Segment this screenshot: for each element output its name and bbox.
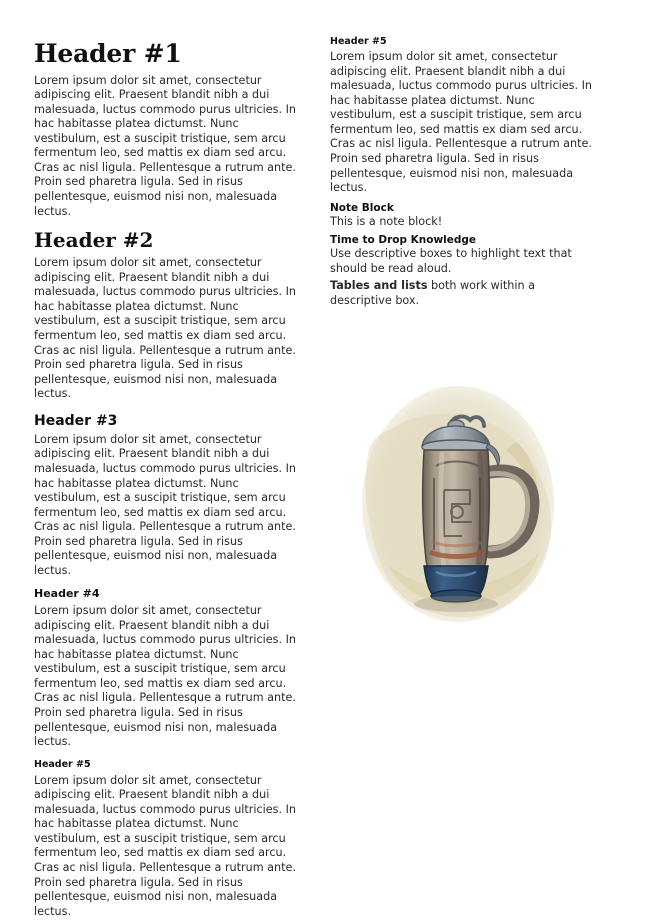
stein-shadow [414,596,498,612]
section-3-body: Lorem ipsum dolor sit amet, consectetur adipiscing elit. Praesent blandit nibh a dui malesuada, luctus commodo purus ultricies. In hac habitasse platea dictumst. Nunc vestibulum, est a suscipit tristique, sem arcu fermentum leo, sed mattis ex diam sed arcu. Cras ac nisl ligula. Pellentesque a rutrum ante. Proin sed pharetra ligula. Sed in risus pellentesque, euismod nisi non, malesuada lectus. [34,432,296,577]
section-2-body: Lorem ipsum dolor sit amet, consectetur adipiscing elit. Praesent blandit nibh a dui malesuada, luctus commodo purus ultricies. In hac habitasse platea dictumst. Nunc vestibulum, est a suscipit tristique, sem arcu fermentum leo, sed mattis ex diam sed arcu. Cras ac nisl ligula. Pellentesque a rutrum ante. Proin sed pharetra ligula. Sed in risus pellentesque, euismod nisi non, malesuada lectus. [34,256,296,401]
descriptive-box-title: Time to Drop Knowledge [330,234,477,247]
section-4-heading: Header #4 [34,587,100,601]
section-4-body: Lorem ipsum dolor sit amet, consectetur adipiscing elit. Praesent blandit nibh a dui malesuada, luctus commodo purus ultricies. In hac habitasse platea dictumst. Nunc vestibulum, est a suscipit tristique, sem arcu fermentum leo, sed mattis ex diam sed arcu. Cras ac nisl ligula. Pellentesque a rutrum ante. Proin sed pharetra ligula. Sed in risus pellentesque, euismod nisi non, malesuada lectus. [34,604,296,749]
section-1-body: Lorem ipsum dolor sit amet, consectetur adipiscing elit. Praesent blandit nibh a dui malesuada, luctus commodo purus ultricies. In hac habitasse platea dictumst. Nunc vestibulum, est a suscipit tristique, sem arcu fermentum leo, sed mattis ex diam sed arcu. Cras ac nisl ligula. Pellentesque a rutrum ante. Proin sed pharetra ligula. Sed in risus pellentesque, euismod nisi non, malesuada lectus. [34,73,296,218]
descriptive-box-lists-rest: both work within a descriptive box. [330,279,535,307]
two-column-layout [34,36,618,918]
section-3-heading: Header #3 [34,412,118,429]
right-section-heading: Header #5 [330,36,387,47]
section-5-heading: Header #5 [34,758,91,770]
note-block-title: Note Block [330,201,394,214]
section-5-body: Lorem ipsum dolor sit amet, consectetur adipiscing elit. Praesent blandit nibh a dui malesuada, luctus commodo purus ultricies. In hac habitasse platea dictumst. Nunc vestibulum, est a suscipit tristique, sem arcu fermentum leo, sed mattis ex diam sed arcu. Cras ac nisl ligula. Pellentesque a rutrum ante. Proin sed pharetra ligula. Sed in risus pellentesque, euismod nisi non, malesuada lectus. [34,773,296,918]
page-title: Header #1 [34,39,182,68]
section-2-heading: Header #2 [34,228,154,253]
left-column [34,36,304,921]
stein-body [423,450,490,584]
beer-stein-illustration [330,354,600,654]
right-column [330,36,600,654]
descriptive-box-lists-line [330,279,600,308]
note-block-text: This is a note block! [330,214,443,228]
right-section-body: Lorem ipsum dolor sit amet, consectetur adipiscing elit. Praesent blandit nibh a dui malesuada, luctus commodo purus ultricies. In hac habitasse platea dictumst. Nunc vestibulum, est a suscipit tristique, sem arcu fermentum leo, sed mattis ex diam sed arcu. Cras ac nisl ligula. Pellentesque a rutrum ante. Proin sed pharetra ligula. Sed in risus pellentesque, euismod nisi non, malesuada lectus. [330,50,592,195]
descriptive-box-text: Use descriptive boxes to highlight text that should be read aloud. [330,247,572,275]
descriptive-box-lists-bold: Tables and lists [330,279,428,293]
